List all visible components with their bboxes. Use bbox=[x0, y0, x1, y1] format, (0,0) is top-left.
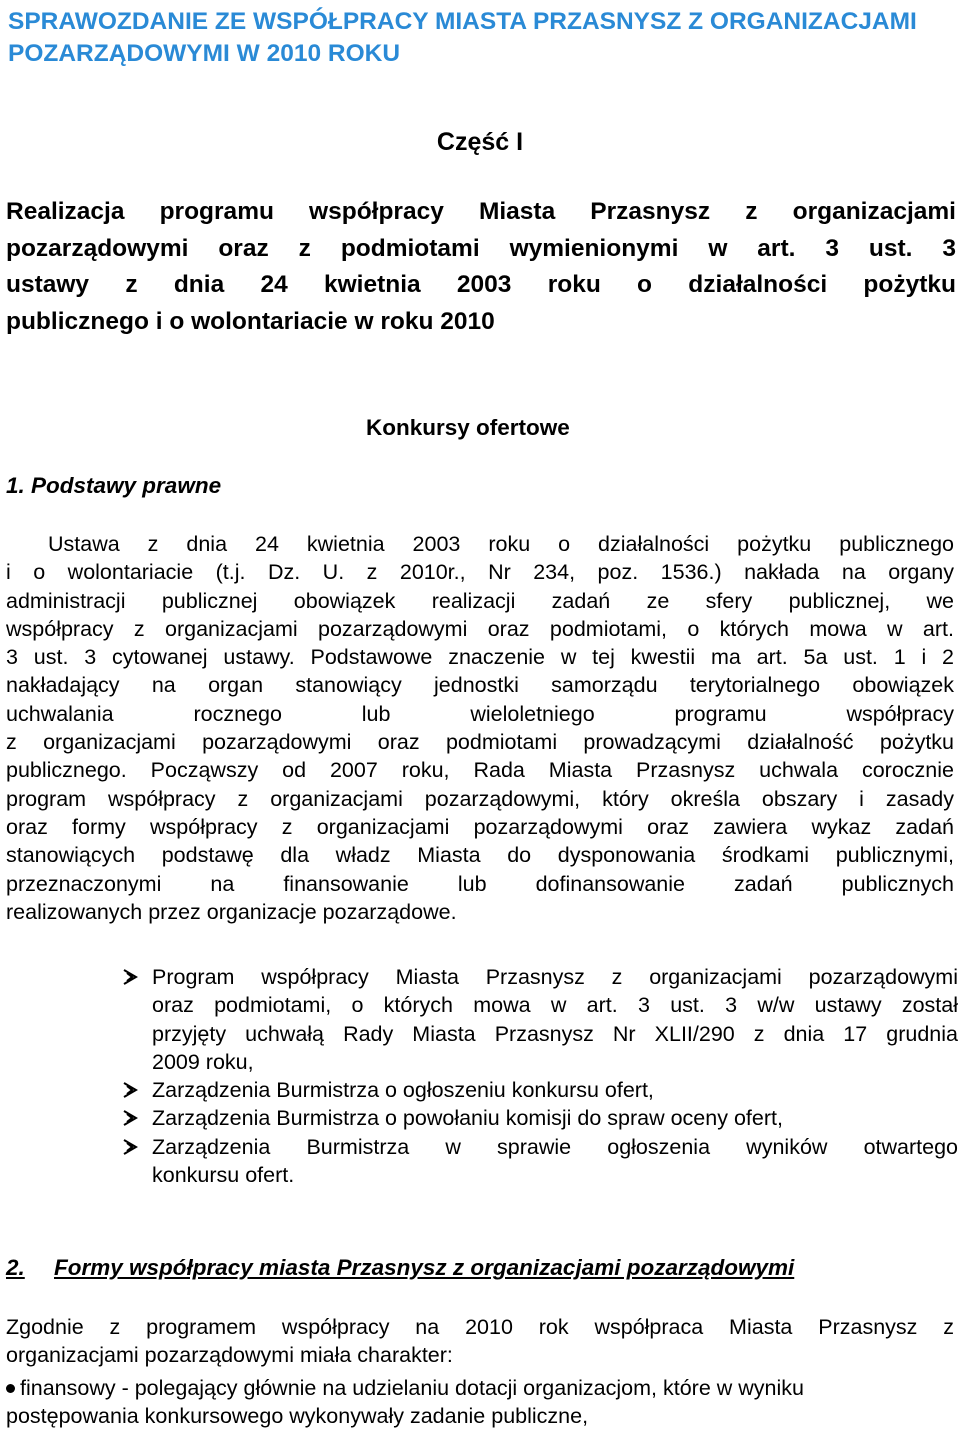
paragraph-line: uchwalania rocznego lub wieloletniego programu współpracy bbox=[6, 701, 954, 726]
list-item-line: postępowania konkursowego wykonywały zadanie publiczne, bbox=[6, 1404, 589, 1429]
list-item bbox=[0, 1076, 958, 1104]
paragraph-line: stanowiących podstawę dla władz Miasta do dysponowania środkami publicznymi, bbox=[6, 843, 954, 868]
list-item-line: finansowy - polegający głównie na udzielaniu dotacji organizacjom, które w wyniku bbox=[20, 1376, 804, 1400]
report-title-line-1: SPRAWOZDANIE ZE WSPÓŁPRACY MIASTA PRZASNYSZ Z ORGANIZACJAMI bbox=[8, 8, 917, 35]
subtitle-line-4: publicznego i o wolontariacie w roku 2010 bbox=[6, 307, 495, 335]
list-item bbox=[0, 1133, 958, 1190]
list-item-line: konkursu ofert. bbox=[152, 1163, 295, 1188]
paragraph-line: publicznego. Począwszy od 2007 roku, Rada Miasta Przasnysz uchwala corocznie bbox=[6, 758, 954, 783]
section-2-intro bbox=[6, 1313, 954, 1370]
arrow-bullet-icon bbox=[120, 1133, 140, 1161]
list-item-line: oraz podmiotami, o których mowa w art. 3 ust. 3 w/w ustawy został bbox=[152, 993, 958, 1018]
list-item bbox=[0, 963, 958, 1076]
list-item-line: przyjęty uchwałą Rady Miasta Przasnysz Nr XLII/290 z dnia 17 grudnia bbox=[152, 1021, 958, 1046]
list-item-line: 2009 roku, bbox=[152, 1049, 254, 1074]
paragraph-line: program współpracy z organizacjami pozarządowymi, który określa obszary i zasady bbox=[6, 786, 954, 811]
bullet-dot-icon bbox=[6, 1384, 15, 1393]
paragraph-line: przeznaczonymi na finansowanie lub dofinansowanie zadań publicznych bbox=[6, 871, 954, 896]
konkursy-heading: Konkursy ofertowe bbox=[366, 415, 570, 440]
list-item-line: Zarządzenia Burmistrza o ogłoszeniu konkursu ofert, bbox=[152, 1078, 654, 1103]
subtitle-line-1: Realizacja programu współpracy Miasta Przasnysz z organizacjami bbox=[6, 198, 956, 225]
paragraph-line: oraz formy współpracy z organizacjami pozarządowymi oraz zawiera wykaz zadań bbox=[6, 814, 954, 839]
paragraph-line: Zgodnie z programem współpracy na 2010 rok współpraca Miasta Przasnysz z bbox=[6, 1315, 954, 1339]
list-item-line: Zarządzenia Burmistrza o powołaniu komisji do spraw oceny ofert, bbox=[152, 1106, 783, 1131]
section-1-heading bbox=[6, 470, 221, 502]
paragraph-line: realizowanych przez organizacje pozarządowe. bbox=[6, 899, 457, 924]
section-2-title: Formy współpracy miasta Przasnysz z organizacjami pozarządowymi bbox=[54, 1255, 795, 1280]
paragraph-line: administracji publicznej obowiązek realizacji zadań ze sfery publicznej, we bbox=[6, 588, 954, 613]
list-item-line: Program współpracy Miasta Przasnysz z organizacjami pozarządowymi bbox=[152, 965, 958, 989]
section-2-heading bbox=[6, 1252, 956, 1284]
legal-basis-list bbox=[0, 963, 958, 1189]
list-item-line: Zarządzenia Burmistrza w sprawie ogłoszenia wyników otwartego bbox=[152, 1134, 958, 1159]
section-1-number: 1. bbox=[6, 473, 25, 498]
section-1-title: Podstawy prawne bbox=[31, 473, 222, 498]
paragraph-line: Ustawa z dnia 24 kwietnia 2003 roku o działalności pożytku publicznego bbox=[48, 532, 954, 556]
report-title bbox=[8, 6, 958, 70]
subtitle-line-3: ustawy z dnia 24 kwietnia 2003 roku o działalności pożytku bbox=[6, 271, 956, 298]
section-1-paragraph bbox=[6, 530, 954, 926]
section-2-number: 2. bbox=[6, 1255, 25, 1280]
paragraph-line: organizacjami pozarządowymi miała charakter: bbox=[6, 1343, 453, 1368]
list-item bbox=[6, 1374, 954, 1402]
paragraph-line: współpracy z organizacjami pozarządowymi oraz podmiotami, o których mowa w art. bbox=[6, 616, 954, 641]
subtitle bbox=[6, 194, 956, 340]
section-2-bullet bbox=[6, 1374, 954, 1431]
part-title: Część I bbox=[436, 128, 524, 156]
arrow-bullet-icon bbox=[120, 963, 140, 991]
arrow-bullet-icon bbox=[120, 1076, 140, 1104]
paragraph-line: i o wolontariacie (t.j. Dz. U. z 2010r., Nr 234, poz. 1536.) nakłada na organy bbox=[6, 560, 954, 585]
arrow-bullet-icon bbox=[120, 1104, 140, 1132]
report-title-line-2: POZARZĄDOWYMI W 2010 ROKU bbox=[8, 40, 401, 67]
paragraph-line: 3 ust. 3 cytowanej ustawy. Podstawowe znaczenie w tej kwestii ma art. 5a ust. 1 i 2 bbox=[6, 645, 954, 670]
paragraph-line: z organizacjami pozarządowymi oraz podmiotami prowadzącymi działalność pożytku bbox=[6, 730, 954, 755]
paragraph-line: nakładający na organ stanowiący jednostki samorządu terytorialnego obowiązek bbox=[6, 673, 954, 698]
list-item bbox=[0, 1104, 958, 1132]
subtitle-line-2: pozarządowymi oraz z podmiotami wymienionymi w art. 3 ust. 3 bbox=[6, 234, 956, 262]
